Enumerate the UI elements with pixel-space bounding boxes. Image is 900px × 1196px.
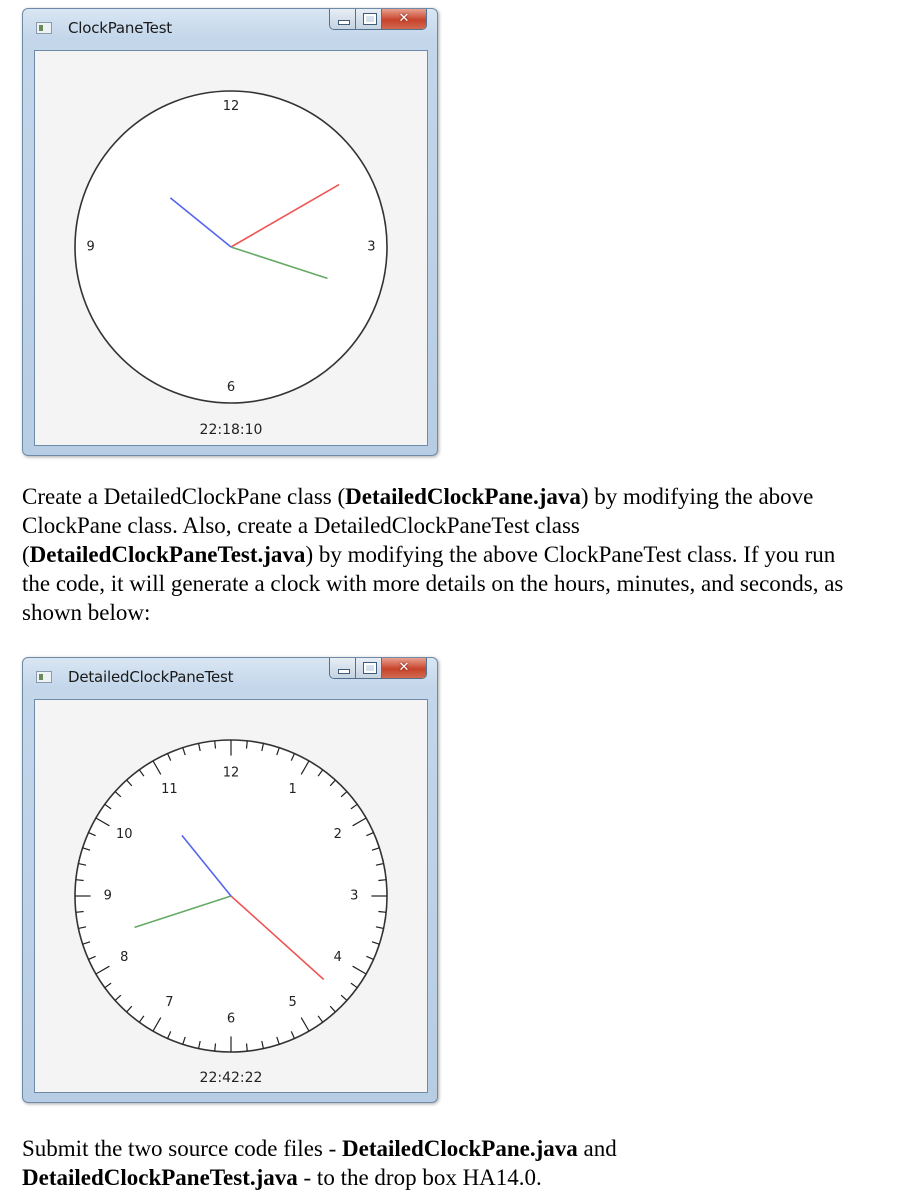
minute-tick — [246, 1043, 247, 1051]
detailed-clock-face — [35, 700, 427, 1092]
clock-number: 5 — [288, 995, 297, 1011]
maximize-icon — [364, 663, 376, 673]
app-icon — [36, 671, 52, 683]
filename-bold: DetailedClockPane.java — [342, 1136, 578, 1161]
minute-tick — [215, 1043, 216, 1051]
detailed-clock-pane-test-window — [22, 657, 438, 1103]
close-icon: ✕ — [398, 660, 410, 675]
clock-number: 3 — [350, 888, 359, 904]
clock-number: 9 — [103, 888, 112, 904]
time-label: 22:18:10 — [199, 422, 263, 438]
minute-tick — [378, 880, 386, 881]
maximize-button[interactable] — [356, 658, 382, 678]
clock-number: 6 — [226, 379, 236, 395]
instructions-paragraph — [22, 482, 900, 627]
minute-tick — [246, 741, 247, 749]
minimize-icon — [338, 669, 350, 674]
minute-tick — [215, 741, 216, 749]
app-icon — [36, 22, 52, 34]
detailed-clock-pane — [34, 699, 428, 1093]
minute-tick — [76, 911, 84, 912]
clock-number: 7 — [165, 995, 174, 1011]
text-span: and — [577, 1136, 617, 1161]
clock-pane — [34, 50, 428, 446]
title-bar[interactable] — [23, 658, 437, 694]
clock-number: 9 — [86, 239, 95, 255]
clock-number: 3 — [367, 239, 376, 255]
minimize-button[interactable] — [330, 658, 356, 678]
maximize-icon — [364, 14, 376, 24]
text-span: ) by modifying the above — [580, 484, 814, 509]
clock-number: 1 — [288, 781, 297, 797]
clock-number: 8 — [120, 950, 129, 966]
clock-number: 12 — [222, 99, 240, 115]
text-span: shown below: — [22, 600, 151, 625]
clock-pane-test-window — [22, 8, 438, 456]
clock-number: 6 — [226, 1011, 236, 1027]
minute-tick — [76, 880, 84, 881]
text-span: ( — [22, 542, 30, 567]
window-title: ClockPaneTest — [68, 19, 172, 37]
clock-number: 12 — [222, 765, 240, 781]
minimize-icon — [338, 20, 350, 25]
window-title: DetailedClockPaneTest — [68, 668, 234, 686]
title-bar[interactable] — [23, 9, 437, 45]
clock-number: 4 — [333, 950, 342, 966]
minimize-button[interactable] — [330, 9, 356, 29]
close-button[interactable] — [382, 658, 426, 678]
maximize-button[interactable] — [356, 9, 382, 29]
clock-number: 10 — [115, 826, 133, 842]
filename-bold: DetailedClockPaneTest.java — [29, 542, 306, 567]
clock-number: 11 — [161, 781, 178, 797]
clock-number: 2 — [333, 826, 342, 842]
time-label: 22:42:22 — [199, 1070, 263, 1086]
filename-bold: DetailedClockPaneTest.java — [22, 1165, 298, 1190]
text-span: ) by modifying the above ClockPaneTest class. If you run — [305, 542, 836, 567]
text-span: Create a DetailedClockPane class ( — [22, 484, 346, 509]
text-span: Submit the two source code files - — [22, 1136, 343, 1161]
filename-bold: DetailedClockPane.java — [345, 484, 581, 509]
submission-paragraph — [22, 1134, 900, 1192]
text-span: ClockPane class. Also, create a DetailedClockPaneTest class — [22, 513, 580, 538]
minute-tick — [378, 911, 386, 912]
text-span: - to the drop box HA14.0. — [297, 1165, 542, 1190]
text-span: the code, it will generate a clock with more details on the hours, minutes, and seconds, as — [22, 571, 844, 596]
clock-face — [35, 51, 427, 445]
close-button[interactable] — [382, 9, 426, 29]
close-icon: ✕ — [398, 11, 410, 26]
